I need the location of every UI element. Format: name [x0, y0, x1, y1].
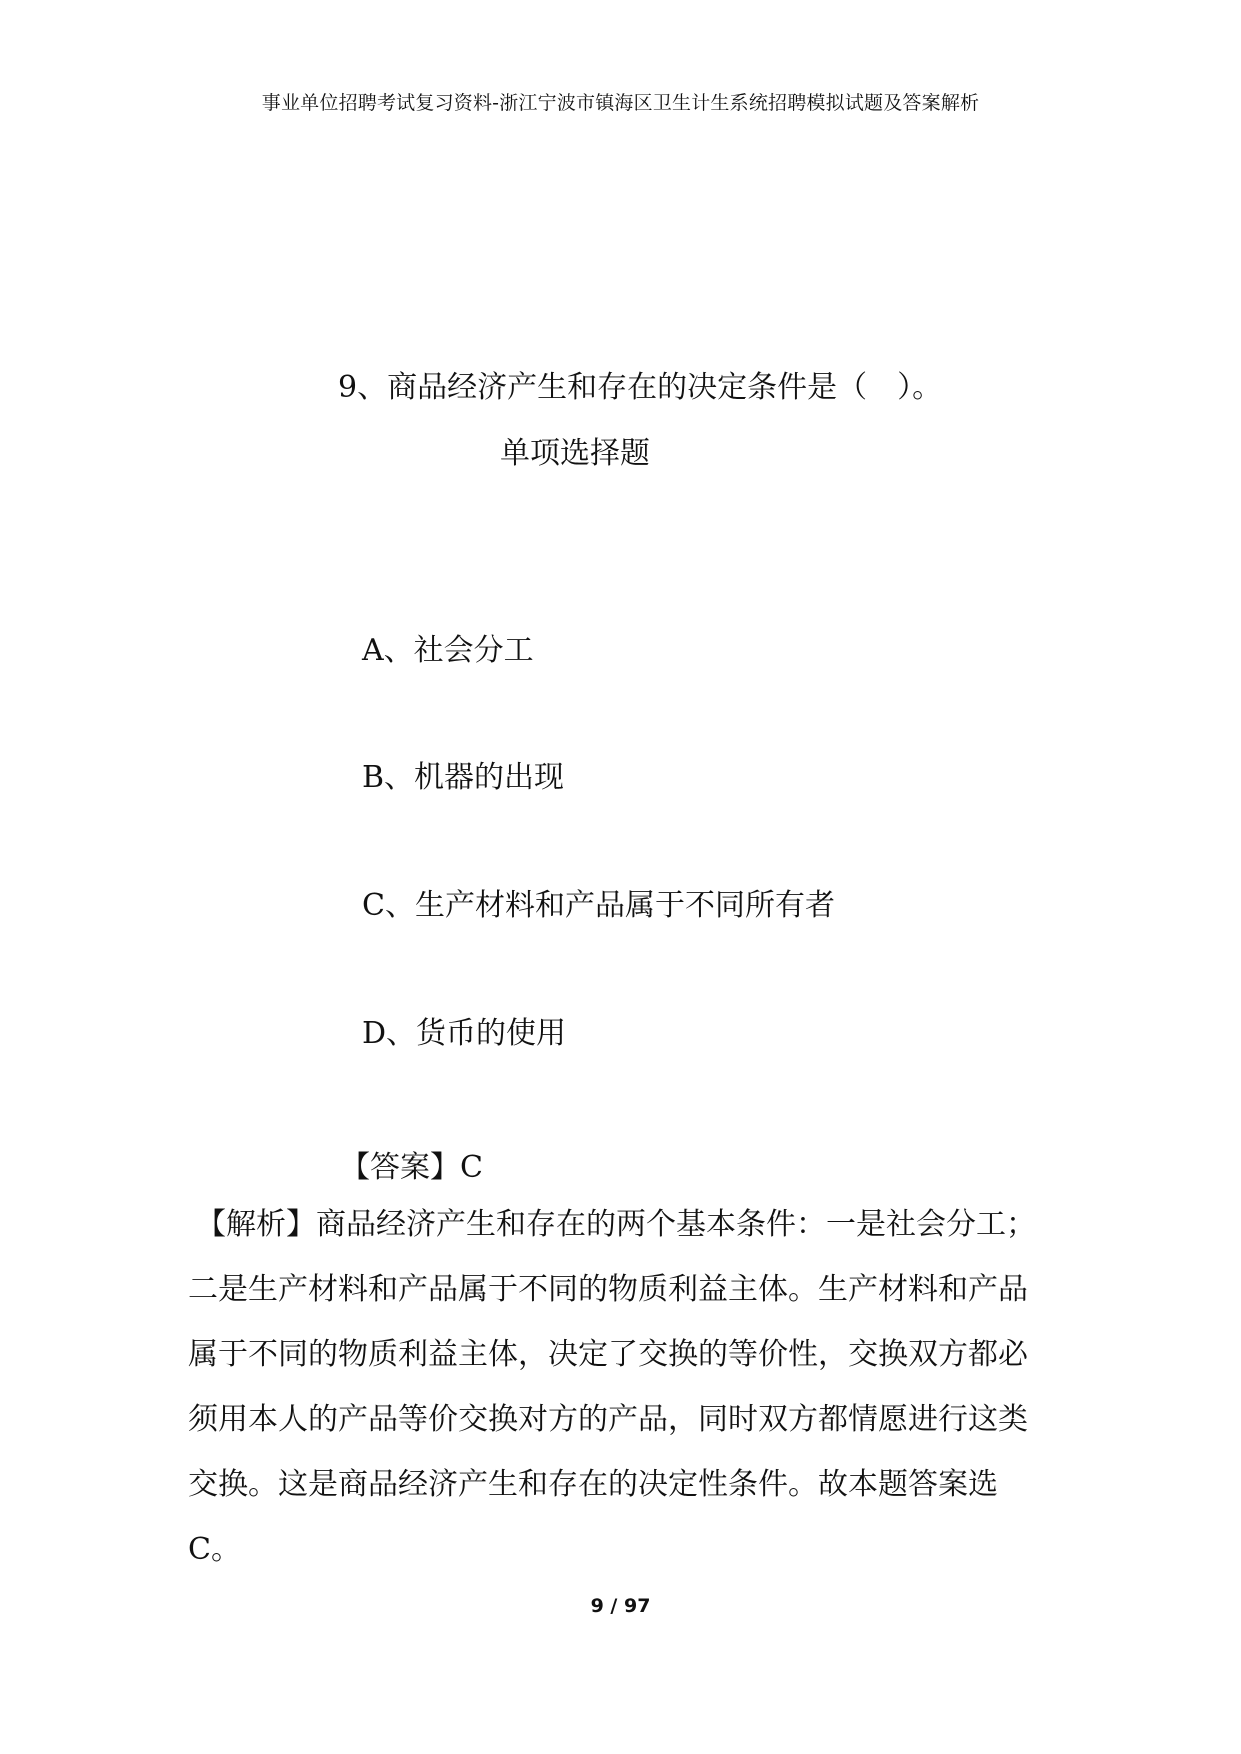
question-type: 单项选择题: [500, 436, 650, 471]
analysis-line: C。: [188, 1532, 241, 1567]
option-b: B、机器的出现: [362, 760, 565, 795]
analysis-line: 属于不同的物质利益主体，决定了交换的等价性，交换双方都必: [188, 1337, 1028, 1372]
analysis-line: 【解析】商品经济产生和存在的两个基本条件：一是社会分工；: [196, 1207, 1036, 1242]
analysis-line: 须用本人的产品等价交换对方的产品，同时双方都情愿进行这类: [188, 1402, 1028, 1437]
option-c: C、生产材料和产品属于不同所有者: [362, 888, 835, 923]
question-text: 9、商品经济产生和存在的决定条件是（ ）。: [338, 370, 943, 405]
page-number: 9 / 97: [590, 1595, 651, 1617]
option-d: D、货币的使用: [362, 1016, 567, 1051]
document-header: 事业单位招聘考试复习资料-浙江宁波市镇海区卫生计生系统招聘模拟试题及答案解析: [261, 92, 980, 114]
analysis-line: 交换。这是商品经济产生和存在的决定性条件。故本题答案选: [188, 1467, 998, 1502]
analysis-block: [188, 1192, 1078, 1582]
answer-text: 【答案】C: [340, 1150, 483, 1185]
option-a: A、社会分工: [362, 633, 534, 668]
analysis-line: 二是生产材料和产品属于不同的物质利益主体。生产材料和产品: [188, 1272, 1028, 1307]
